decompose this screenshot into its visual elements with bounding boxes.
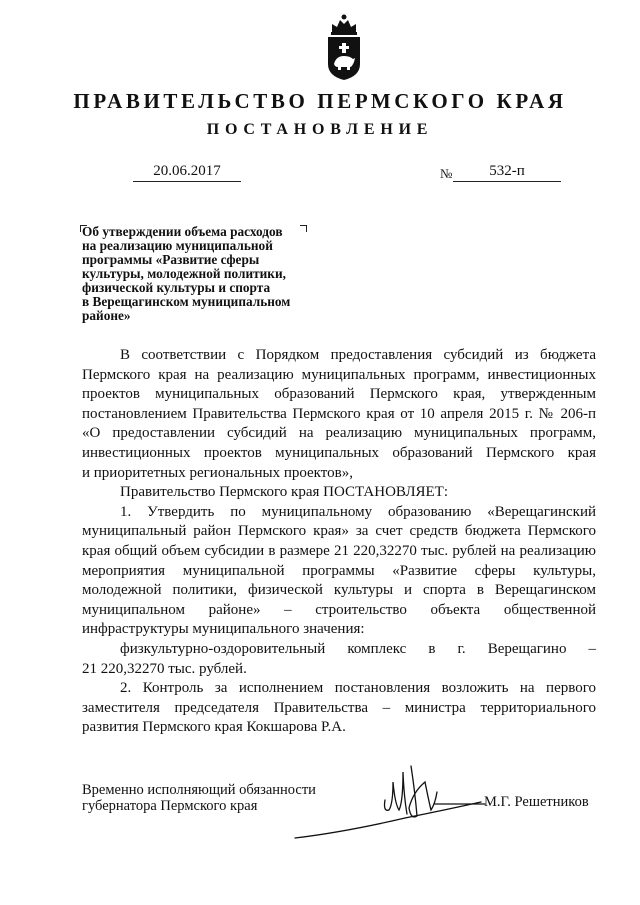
subject-line: в Верещагинском муниципальном (82, 294, 291, 309)
body-line: 1. Утвердить по муниципальному образованию «Верещагинский (120, 503, 596, 520)
body-line: 21 220,32270 тыс. рублей. (82, 660, 247, 677)
subject-line: Об утверждении объема расходов (82, 224, 283, 239)
resolution-line: Правительство Пермского края ПОСТАНОВЛЯЕТ: (120, 484, 449, 501)
body-line: молодежной политики, физической культуры и спорта в Верещагинском (82, 582, 596, 599)
handwritten-signature-icon (285, 752, 515, 847)
body-line: физкультурно-оздоровительный комплекс в г. Верещагино – (120, 640, 596, 657)
body-line: постановлением Правительства Пермского края от 10 апреля 2015 г. № 206-п (82, 405, 596, 422)
body-line: Пермского края на реализацию муниципальных программ, инвестиционных (82, 366, 596, 383)
body-line: В соответствии с Порядком предоставления субсидий из бюджета (120, 347, 596, 363)
document-body (82, 346, 596, 738)
subject-line: культуры, молодежной политики, (82, 266, 286, 281)
subject-line: районе» (82, 308, 131, 323)
document-subject (82, 225, 322, 323)
document-type: ПОСТАНОВЛЕНИЕ (206, 121, 434, 138)
body-line: проектов муниципальных образований Пермского края, утвержденным (82, 386, 596, 403)
signatory-position-line: Временно исполняющий обязанности (82, 782, 316, 798)
body-line: инвестиционных проектов муниципальных образований Пермского края (82, 444, 596, 461)
number-label: № (440, 166, 453, 181)
body-line: края общий объем субсидии в размере 21 220,32270 тыс. рублей на реализацию (82, 542, 596, 559)
coat-of-arms-icon (324, 12, 364, 82)
signatory-name: М.Г. Решетников (484, 794, 589, 810)
subject-line: на реализацию муниципальной (82, 238, 273, 253)
body-line: развития Пермского края Кокшарова Р.А. (82, 719, 346, 736)
body-line: муниципальный район Пермского края» за счет средств бюджета Пермского (82, 523, 596, 540)
signatory-position (82, 783, 316, 814)
body-line: 2. Контроль за исполнением постановления возложить на первого (120, 680, 596, 697)
document-date: 20.06.2017 (133, 163, 241, 182)
body-line: инфраструктуры муниципального значения: (82, 621, 365, 638)
body-line: мероприятия муниципальной программы «Развитие сферы культуры, (82, 562, 596, 579)
body-line: и приоритетных региональных проектов», (82, 464, 353, 481)
body-line: заместителя председателя Правительства – министра территориального (82, 699, 596, 716)
government-title: ПРАВИТЕЛЬСТВО ПЕРМСКОГО КРАЯ (73, 89, 567, 113)
body-line: «О предоставлении субсидий на реализацию муниципальных программ, (82, 425, 596, 442)
subject-line: физической культуры и спорта (82, 280, 271, 295)
document-number: 532-п (453, 163, 561, 182)
signatory-position-line: губернатора Пермского края (82, 797, 258, 814)
subject-line: программы «Развитие сферы (82, 252, 260, 267)
body-line: муниципальном районе» – строительство объекта общественной (82, 601, 596, 618)
